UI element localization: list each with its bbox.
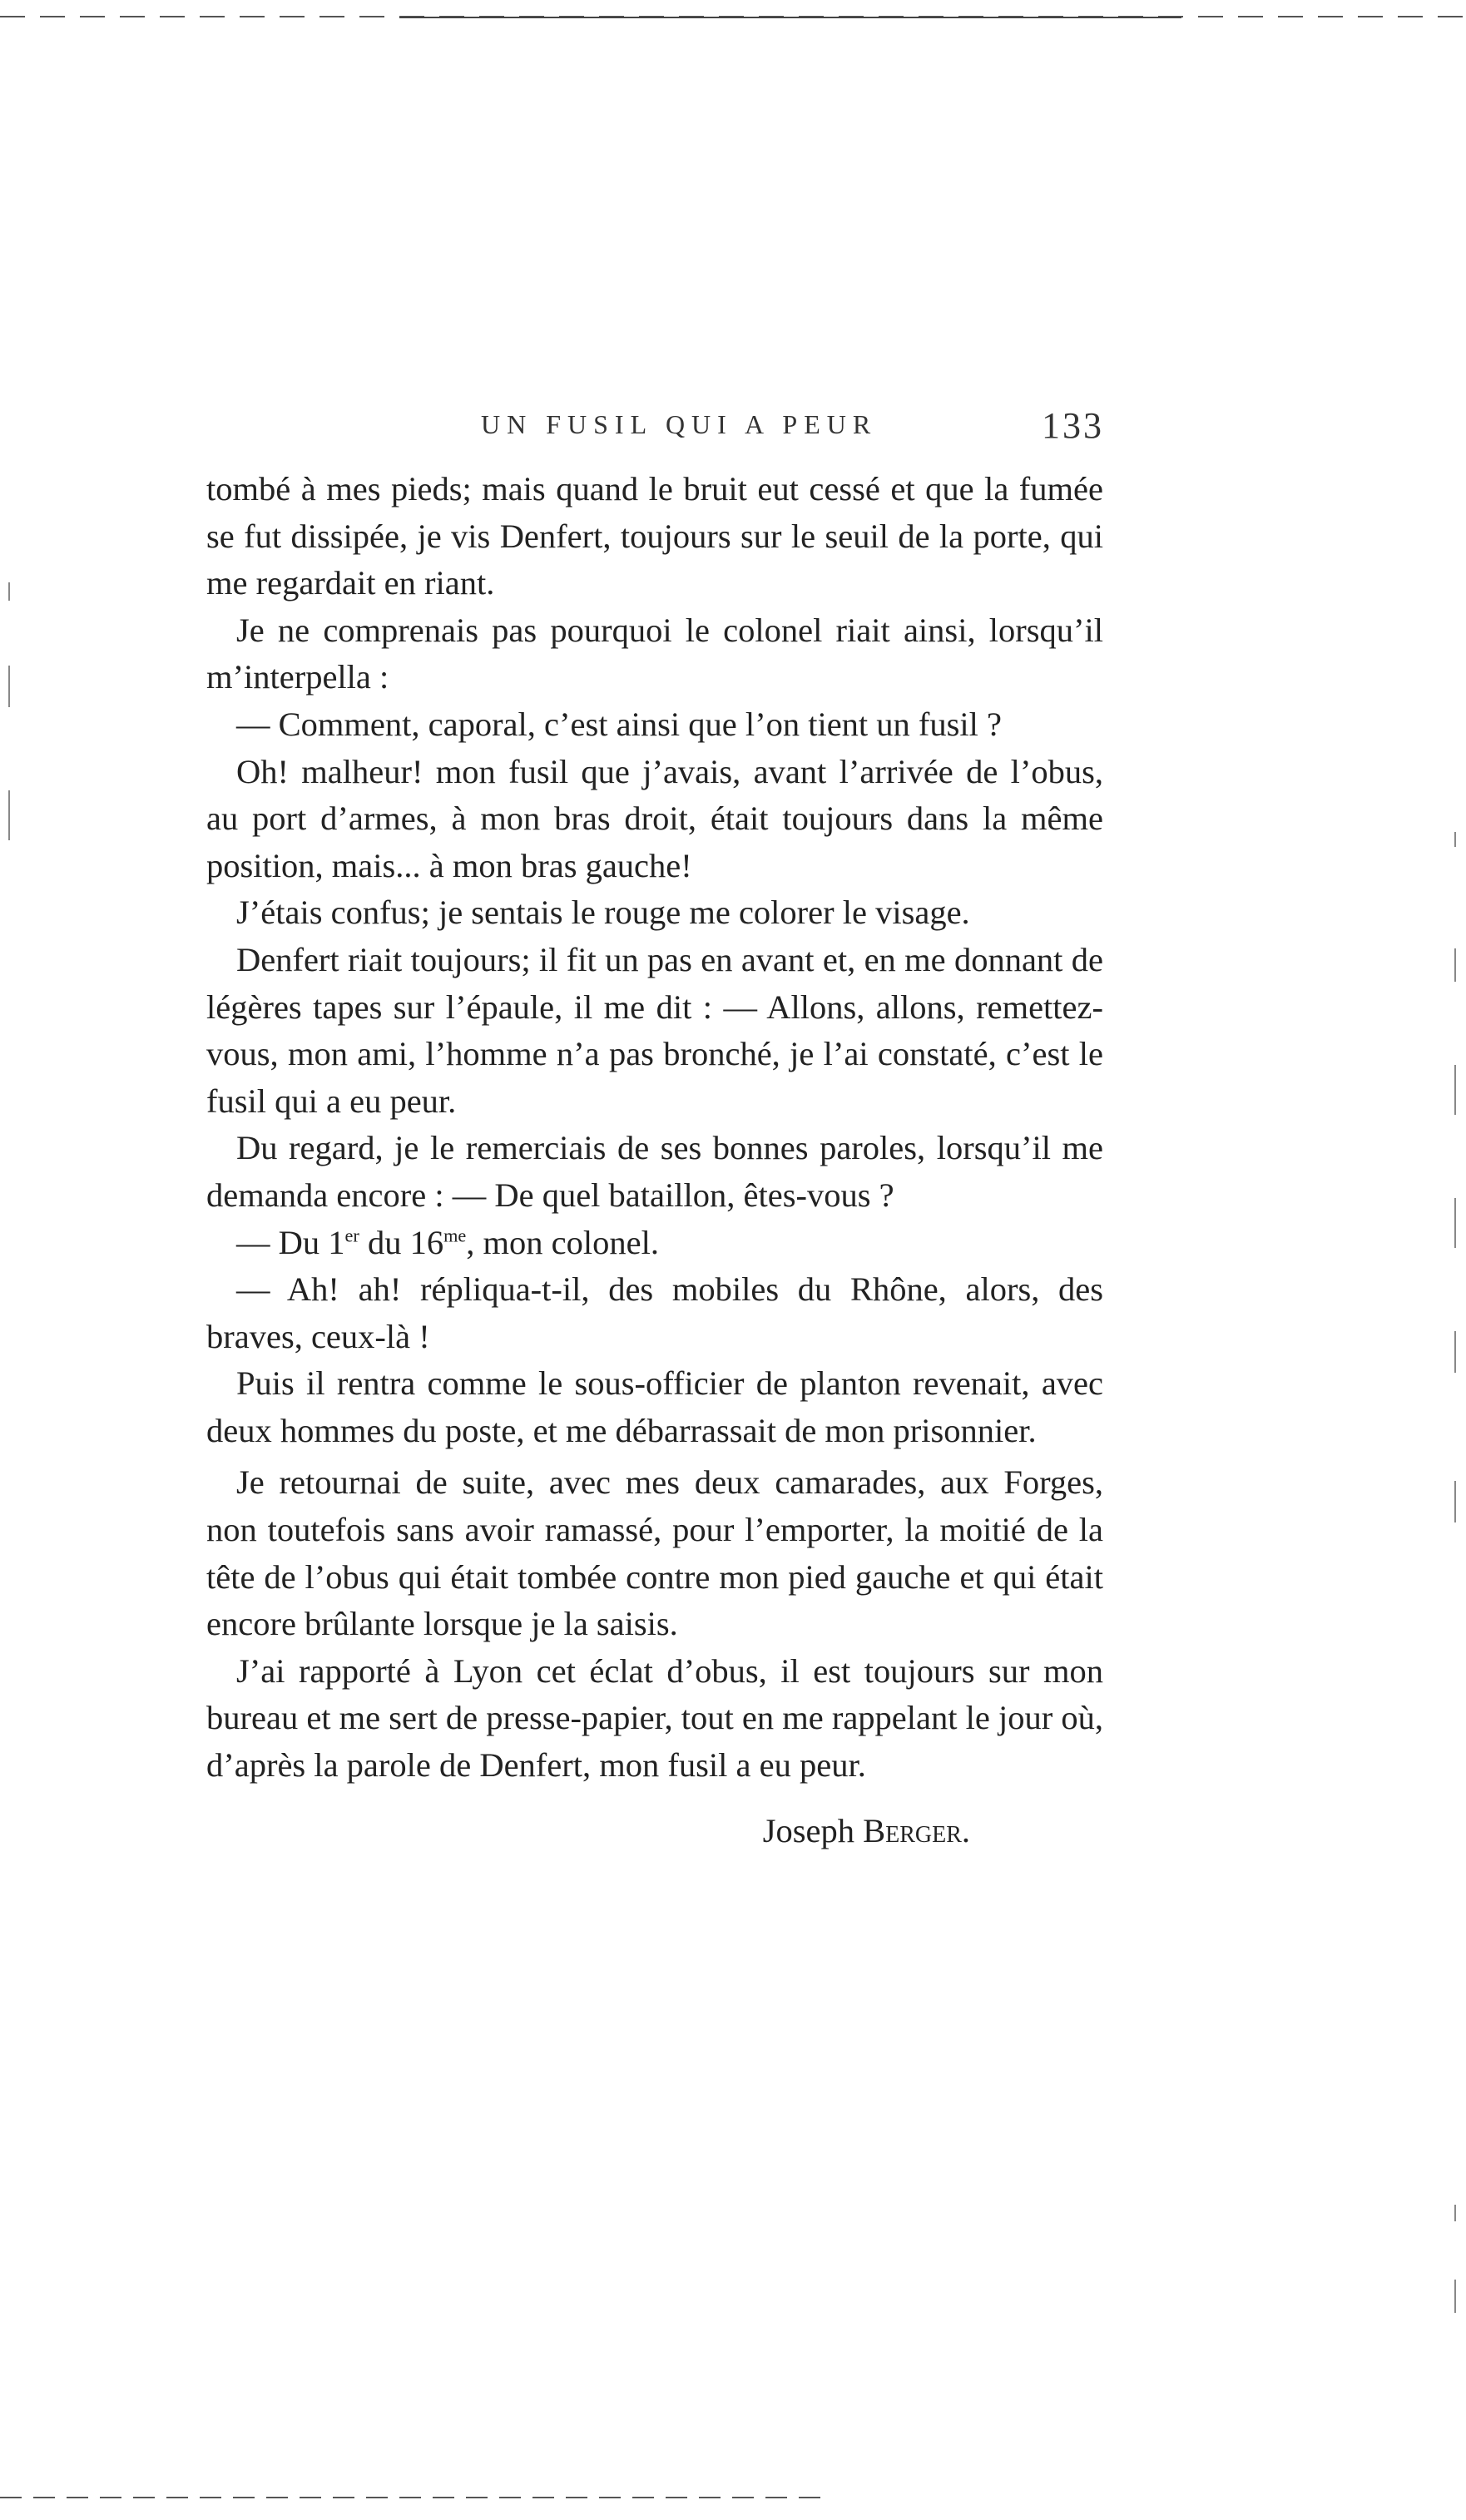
author-first-name: Joseph <box>762 1811 864 1849</box>
paragraph: Puis il rentra comme le sous-officier de planton revenait, avec deux hommes du poste, et me débarrassait de mon prisonnier. <box>206 1364 1103 1449</box>
scan-edge-mark <box>1454 2205 1456 2221</box>
scan-edge-mark <box>1454 948 1456 982</box>
paragraph: — Ah! ah! répliqua-t-il, des mobiles du Rhône, alors, des braves, ceux-là ! <box>206 1270 1103 1355</box>
paragraph: tombé à mes pieds; mais quand le bruit eut cessé et que la fumée se fut dissipée, je vis Denfert, toujours sur le seuil de la porte, qui me regardait en riant. <box>206 470 1103 602</box>
scan-top-edge-line <box>0 13 1466 22</box>
author-signature <box>206 1808 1103 1855</box>
signature-period: . <box>961 1811 970 1849</box>
scan-edge-mark <box>1454 1481 1456 1522</box>
scan-bottom-edge-line <box>0 2493 832 2503</box>
scan-edge-mark <box>1454 2280 1456 2313</box>
dialogue-text: , mon colonel. <box>466 1223 659 1261</box>
ordinal-superscript: me <box>443 1225 467 1245</box>
paragraph: Je retournai de suite, avec mes deux camarades, aux Forges, non toutefois sans avoir ramassé, pour l’emporter, la moitié de la tête de l’obus qui était tombée contre mon pied gauche et qui était encore brûlante lorsque je la saisis. <box>206 1463 1103 1643</box>
scan-edge-mark <box>1454 832 1456 847</box>
page-number: 133 <box>1042 405 1104 446</box>
scan-edge-mark <box>1454 1065 1456 1115</box>
dialogue-text: du 16 <box>359 1223 444 1261</box>
scan-edge-mark <box>1454 1198 1456 1248</box>
scan-edge-mark <box>8 790 10 840</box>
dialogue-text: — Du 1 <box>236 1223 345 1261</box>
paragraph <box>206 1220 1103 1267</box>
scan-edge-mark <box>8 582 10 601</box>
paragraph: — Comment, caporal, c’est ainsi que l’on tient un fusil ? <box>236 705 1003 743</box>
running-head-title: UN FUSIL QUI A PEUR <box>481 409 878 439</box>
body-text <box>206 466 1103 1854</box>
author-last-name: Berger <box>863 1811 962 1849</box>
paragraph: Du regard, je le remerciais de ses bonnes paroles, lorsqu’il me demanda encore : — De quel bataillon, êtes-vous ? <box>206 1129 1103 1214</box>
paragraph: Oh! malheur! mon fusil que j’avais, avant l’arrivée de l’obus, au port d’armes, à mon bras droit, était toujours dans la même position, mais... à mon bras gauche! <box>206 752 1103 884</box>
paragraph: Denfert riait toujours; il fit un pas en avant et, en me donnant de légères tapes sur l’épaule, il me dit : — Allons, allons, remettez-vous, mon ami, l’homme n’a pas bronché, je l’ai constaté, c’est le fusil qui a eu peur. <box>206 940 1103 1120</box>
paragraph: J’ai rapporté à Lyon cet éclat d’obus, il est toujours sur mon bureau et me sert de presse-papier, tout en me rappelant le jour où, d’après la parole de Denfert, mon fusil a eu peur. <box>206 1651 1103 1785</box>
scan-edge-mark <box>8 666 10 707</box>
paragraph: J’étais confus; je sentais le rouge me colorer le visage. <box>236 894 970 932</box>
paragraph: Je ne comprenais pas pourquoi le colonel riait ainsi, lorsqu’il m’interpella : <box>206 611 1103 696</box>
ordinal-superscript: er <box>344 1225 359 1245</box>
scan-edge-mark <box>1454 1331 1456 1373</box>
